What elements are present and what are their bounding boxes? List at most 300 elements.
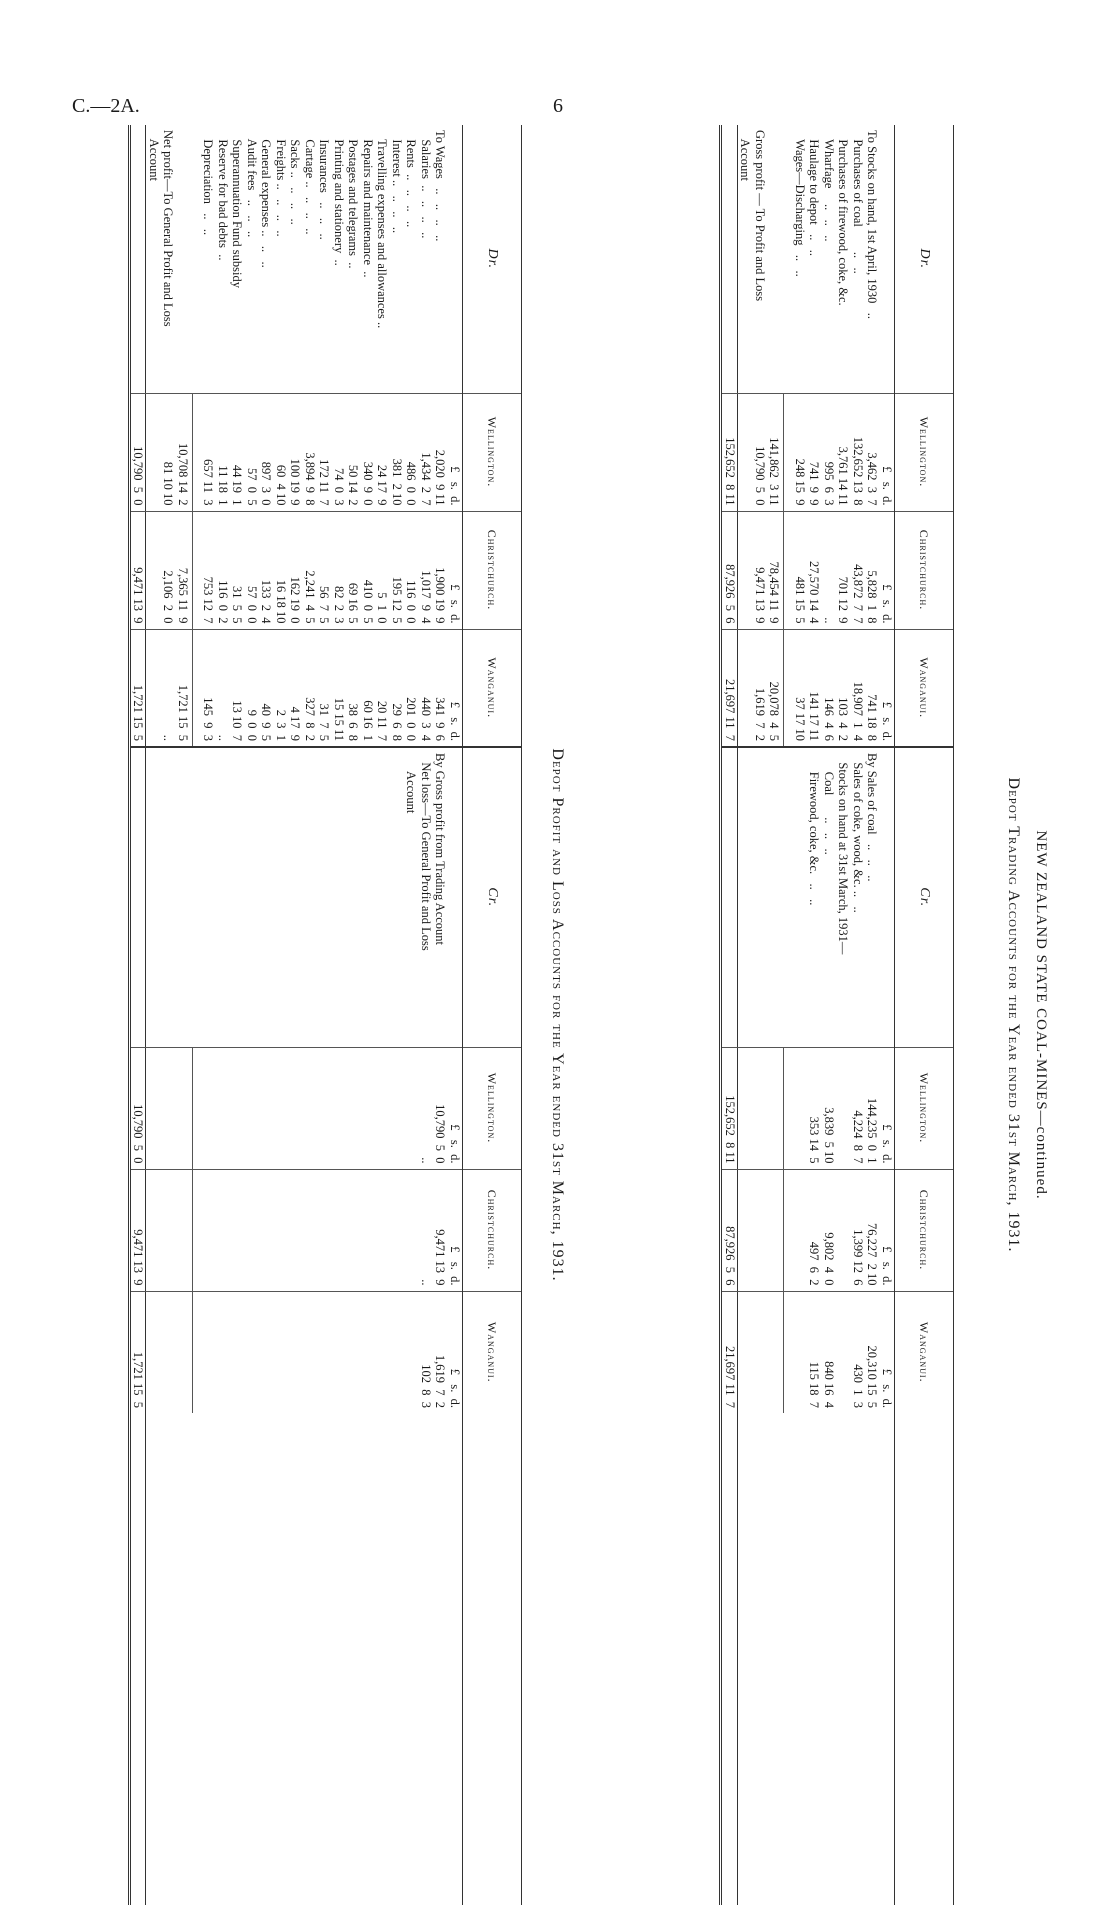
total-wanganui: 1,721 15 5	[130, 629, 147, 747]
dr-item-label: Superannuation Fund subsidy	[230, 130, 245, 288]
total-wellington: 10,790 5 0	[130, 393, 147, 511]
amount-christchurch	[288, 1169, 303, 1291]
units-label: £ s. d.	[448, 1047, 463, 1169]
amount-wanganui: 40 9 5	[259, 629, 274, 747]
amount-wanganui	[317, 1291, 332, 1413]
amount-wanganui: ..	[161, 629, 176, 747]
amount-christchurch: 1,399 12 6	[851, 1169, 866, 1291]
blank-cell	[767, 747, 784, 1047]
table-row	[317, 125, 332, 1905]
table-row	[390, 125, 405, 1905]
amount-wellington: 657 11 3	[201, 393, 216, 511]
table-row	[753, 125, 768, 1905]
units-label: £ s. d.	[448, 1169, 463, 1291]
amount-christchurch	[784, 511, 793, 629]
units-label: £ s. d.	[448, 629, 463, 747]
amount-wellington: 4,224 8 7	[851, 1047, 866, 1169]
table-row	[836, 125, 851, 1905]
amount-wellington	[259, 1047, 274, 1169]
dr-item-label: Interest .. .. .. ..	[390, 130, 404, 234]
amount-wellington	[753, 1047, 768, 1169]
amount-christchurch	[259, 1169, 274, 1291]
amount-wanganui	[361, 1291, 376, 1413]
amount-christchurch	[216, 1169, 231, 1291]
amount-wanganui	[793, 1291, 808, 1413]
col-header-wanganui: Wanganui.	[895, 629, 954, 747]
amount-wellington	[404, 1047, 419, 1169]
blank-cell	[375, 747, 390, 1047]
blank-cell	[216, 1413, 231, 1905]
amount-christchurch: 1,900 19 9	[433, 511, 448, 629]
amount-wanganui	[784, 629, 793, 747]
blank-cell	[375, 1413, 390, 1905]
blank-cell	[216, 747, 231, 1047]
cr-item-label: Account	[404, 747, 419, 1047]
amount-christchurch	[361, 1169, 376, 1291]
cr-header: Cr.	[895, 747, 954, 1047]
amount-christchurch	[146, 511, 161, 629]
amount-wellington: 50 14 2	[346, 393, 361, 511]
amount-wellington: 741 9 9	[807, 393, 822, 511]
amount-wellington	[361, 1047, 376, 1169]
amount-wellington	[201, 1047, 216, 1169]
blank-cell	[836, 1413, 851, 1905]
amount-wellington	[146, 1047, 161, 1169]
amount-christchurch: 76,227 2 10	[865, 1169, 880, 1291]
amount-wellington: 44 19 1	[230, 393, 245, 511]
units-label: £ s. d.	[880, 1169, 895, 1291]
blank-cell	[851, 1413, 866, 1905]
blank-cell	[259, 747, 274, 1047]
table-row	[419, 125, 434, 1905]
amount-wanganui	[201, 1291, 216, 1413]
dr-item-label: Salaries .. .. .. ..	[419, 130, 433, 239]
col-header-wellington: Wellington.	[895, 1047, 954, 1169]
trading-account-table	[720, 125, 955, 1905]
amount-christchurch	[390, 1169, 405, 1291]
table-row	[176, 125, 193, 1905]
dr-item-label: Account	[147, 130, 161, 182]
dr-item-label: To Wages .. .. .. ..	[433, 130, 448, 242]
amount-wanganui: 20 11 7	[375, 629, 390, 747]
amount-wellington: 486 0 0	[404, 393, 419, 511]
dr-item-label: Sacks .. .. .. ..	[288, 130, 303, 225]
amount-christchurch	[317, 1169, 332, 1291]
table-row	[851, 125, 866, 1905]
blank-cell	[880, 1413, 895, 1905]
blank-cell	[303, 1413, 318, 1905]
table-row	[404, 125, 419, 1905]
dr-item-label: Net profit—To General Profit and Loss	[161, 130, 176, 327]
table-row	[767, 125, 784, 1905]
blank-cell	[784, 1413, 793, 1905]
amount-wellington	[784, 393, 793, 511]
blank-cell	[130, 1413, 147, 1905]
blank-cell	[317, 1413, 332, 1905]
units-row	[880, 125, 895, 1905]
trading-title: Depot Trading Accounts for the Year ended 31st March, 1931.	[1005, 777, 1022, 1253]
amount-wellington: 11 18 1	[216, 393, 231, 511]
amount-christchurch: 5,828 1 8	[865, 511, 880, 629]
amount-christchurch	[738, 1169, 753, 1291]
amount-christchurch: 9,471 13 9	[433, 1169, 448, 1291]
amount-christchurch	[784, 1169, 793, 1291]
dr-item-label: Cartage .. .. .. ..	[303, 130, 317, 235]
amount-wellington	[836, 1047, 851, 1169]
blank-cell	[433, 1413, 448, 1905]
table-row	[201, 125, 216, 1905]
amount-christchurch: 162 19 0	[288, 511, 303, 629]
blank-cell	[822, 1413, 837, 1905]
table-row	[375, 125, 390, 1905]
dr-item-label: Travelling expenses and allowances ..	[375, 130, 390, 329]
amount-christchurch	[836, 1169, 851, 1291]
blank-cell	[245, 1413, 260, 1905]
amount-wanganui	[193, 1291, 202, 1413]
amount-wellington	[230, 1047, 245, 1169]
totals-row	[721, 125, 738, 1905]
amount-wellington: 141,862 3 11	[767, 393, 784, 511]
amount-wanganui: 146 4 6	[822, 629, 837, 747]
amount-wanganui: 20,310 15 5	[865, 1291, 880, 1413]
blank-cell	[793, 1413, 808, 1905]
blank-cell	[193, 1413, 202, 1905]
amount-wellington	[274, 1047, 289, 1169]
amount-wanganui: 327 8 2	[303, 629, 318, 747]
amount-wellington: 995 6 3	[822, 393, 837, 511]
units-label: £ s. d.	[880, 629, 895, 747]
blank-cell	[390, 747, 405, 1047]
table-row	[738, 125, 753, 1905]
amount-wanganui	[767, 1291, 784, 1413]
blank-cell	[288, 747, 303, 1047]
total-wanganui: 21,697 11 7	[721, 1291, 738, 1413]
amount-wanganui	[738, 629, 753, 747]
table-row	[332, 125, 347, 1905]
cr-item-label: Firewood, coke, &c. .. ..	[807, 747, 822, 1047]
table-row	[230, 125, 245, 1905]
amount-wanganui	[303, 1291, 318, 1413]
table-row	[784, 125, 793, 1905]
total-wellington: 10,790 5 0	[130, 1047, 147, 1169]
blank-cell	[161, 747, 176, 1047]
blank-cell	[865, 1413, 880, 1905]
dr-item-label: Account	[738, 130, 753, 182]
table-row	[346, 125, 361, 1905]
amount-wanganui: 141 17 11	[807, 629, 822, 747]
amount-christchurch: 5 1 0	[375, 511, 390, 629]
amount-wanganui: 341 9 6	[433, 629, 448, 747]
amount-christchurch: 16 18 10	[274, 511, 289, 629]
page-code: C.—2A.	[72, 95, 140, 117]
blank-cell	[245, 747, 260, 1047]
amount-wellington: 100 19 9	[288, 393, 303, 511]
col-header-wanganui: Wanganui.	[895, 1291, 954, 1413]
amount-wellington	[346, 1047, 361, 1169]
blank-cell	[176, 747, 193, 1047]
cr-item-label: Net loss—To General Profit and Loss	[419, 747, 434, 1047]
blank-cell	[332, 1413, 347, 1905]
amount-wanganui	[404, 1291, 419, 1413]
amount-wellington: 3,839 5 10	[822, 1047, 837, 1169]
amount-christchurch: 753 12 7	[201, 511, 216, 629]
blank-cell	[230, 1413, 245, 1905]
amount-christchurch	[161, 1169, 176, 1291]
total-wellington: 152,652 8 11	[721, 1047, 738, 1169]
blank-cell	[230, 747, 245, 1047]
blank-cell	[130, 125, 147, 393]
amount-christchurch	[193, 1169, 202, 1291]
amount-wellington: 24 17 9	[375, 393, 390, 511]
amount-wanganui: 440 3 4	[419, 629, 434, 747]
table-row	[259, 125, 274, 1905]
amount-wanganui: 102 8 3	[419, 1291, 434, 1413]
amount-wellington: 353 14 5	[807, 1047, 822, 1169]
blank-cell	[419, 1413, 434, 1905]
cr-item-label: By Gross profit from Trading Account	[433, 747, 448, 1047]
amount-christchurch: 2,241 4 5	[303, 511, 318, 629]
dr-item-label: Gross profit — To Profit and Loss	[753, 130, 767, 302]
amount-christchurch: 78,454 11 9	[767, 511, 784, 629]
amount-wanganui	[161, 1291, 176, 1413]
total-christchurch: 9,471 13 9	[130, 1169, 147, 1291]
cr-item-label: Coal .. .. ..	[822, 747, 837, 1047]
dr-item-label: Depreciation .. ..	[201, 130, 216, 236]
amount-christchurch: 7,365 11 9	[176, 511, 193, 629]
amount-wanganui	[259, 1291, 274, 1413]
amount-wellington	[332, 1047, 347, 1169]
blank-cell	[448, 1413, 463, 1905]
amount-wellington: 897 3 0	[259, 393, 274, 511]
amount-wellington: 3,761 14 11	[836, 393, 851, 511]
dr-item-label: Insurances .. .. ..	[317, 130, 332, 240]
amount-wellington	[784, 1047, 793, 1169]
amount-wanganui: ..	[216, 629, 231, 747]
blank-cell	[201, 747, 216, 1047]
amount-wanganui: 1,721 15 5	[176, 629, 193, 747]
amount-wellington	[161, 1047, 176, 1169]
blank-cell	[346, 747, 361, 1047]
blank-cell	[404, 1413, 419, 1905]
amount-wanganui: 18,907 1 4	[851, 629, 866, 747]
amount-christchurch: 195 12 5	[390, 511, 405, 629]
blank-cell	[784, 125, 793, 393]
amount-wanganui	[738, 1291, 753, 1413]
dr-item-label: Reserve for bad debts ..	[216, 130, 230, 261]
table-row	[793, 125, 808, 1905]
amount-christchurch: 2,106 2 0	[161, 511, 176, 629]
amount-christchurch: 69 16 5	[346, 511, 361, 629]
pl-title: Depot Profit and Loss Accounts for the Year ended 31st March, 1931.	[549, 748, 566, 1282]
amount-christchurch: 701 12 9	[836, 511, 851, 629]
blank-cell	[332, 747, 347, 1047]
amount-wellington: 3,462 3 7	[865, 393, 880, 511]
amount-wanganui	[375, 1291, 390, 1413]
amount-wellington	[767, 1047, 784, 1169]
amount-wanganui: 741 18 8	[865, 629, 880, 747]
blank-cell	[793, 747, 808, 1047]
blank-cell	[259, 1413, 274, 1905]
amount-wellington: 172 11 7	[317, 393, 332, 511]
blank-cell	[193, 125, 202, 393]
blank-cell	[274, 1413, 289, 1905]
blank-cell	[346, 1413, 361, 1905]
amount-wanganui: 20,078 4 5	[767, 629, 784, 747]
amount-christchurch	[274, 1169, 289, 1291]
blank-cell	[146, 747, 161, 1047]
col-header-wellington: Wellington.	[463, 393, 522, 511]
col-header-wanganui: Wanganui.	[463, 629, 522, 747]
blank-cell	[201, 1413, 216, 1905]
amount-wellington: 3,894 9 8	[303, 393, 318, 511]
amount-wellington	[738, 1047, 753, 1169]
total-wellington: 152,652 8 11	[721, 393, 738, 511]
amount-christchurch: 9,802 4 0	[822, 1169, 837, 1291]
col-header-wellington: Wellington.	[463, 1047, 522, 1169]
table-row	[146, 125, 161, 1905]
blank-cell	[317, 747, 332, 1047]
amount-wanganui	[346, 1291, 361, 1413]
blank-cell	[721, 747, 738, 1047]
dr-item-label: General expenses .. .. ..	[259, 130, 274, 268]
amount-wellington: 81 10 10	[161, 393, 176, 511]
trading-title-block	[959, 125, 1049, 1905]
table-row	[193, 125, 202, 1905]
amount-wanganui	[288, 1291, 303, 1413]
amount-wanganui: 37 17 10	[793, 629, 808, 747]
dr-item-label: Wages—Discharging .. ..	[793, 130, 807, 277]
amount-wellington: 60 4 10	[274, 393, 289, 511]
dr-item-label: Postages and telegrams ..	[346, 130, 361, 269]
amount-wanganui	[836, 1291, 851, 1413]
dr-item-label: Purchases of firewood, coke, &c.	[836, 130, 851, 306]
dr-header: Dr.	[463, 125, 522, 393]
amount-christchurch	[245, 1169, 260, 1291]
total-christchurch: 87,926 5 6	[721, 511, 738, 629]
table-row	[161, 125, 176, 1905]
amount-christchurch: 31 5 5	[230, 511, 245, 629]
amount-wanganui: 2 3 1	[274, 629, 289, 747]
table-row	[216, 125, 231, 1905]
amount-wanganui	[245, 1291, 260, 1413]
amount-wellington: 74 0 3	[332, 393, 347, 511]
amount-wellington	[375, 1047, 390, 1169]
blank-cell	[753, 1413, 768, 1905]
col-header-christchurch: Christchurch.	[895, 511, 954, 629]
table-row	[865, 125, 880, 1905]
amount-christchurch	[753, 1169, 768, 1291]
amount-wanganui: 9 0 0	[245, 629, 260, 747]
dr-item-label: Purchases of coal .. ..	[851, 130, 865, 274]
amount-wellington	[303, 1047, 318, 1169]
amount-wellington: 340 9 0	[361, 393, 376, 511]
amount-wanganui: 13 10 7	[230, 629, 245, 747]
amount-wanganui	[216, 1291, 231, 1413]
amount-christchurch	[404, 1169, 419, 1291]
amount-wanganui	[146, 629, 161, 747]
amount-christchurch: 82 2 3	[332, 511, 347, 629]
blank-cell	[738, 747, 753, 1047]
amount-wellington	[317, 1047, 332, 1169]
total-christchurch: 87,926 5 6	[721, 1169, 738, 1291]
cr-item-label: Sales of coke, wood, &c. .. ..	[851, 747, 866, 1047]
amount-wanganui: 840 16 4	[822, 1291, 837, 1413]
amount-wanganui	[176, 1291, 193, 1413]
blank-cell	[193, 747, 202, 1047]
amount-christchurch	[201, 1169, 216, 1291]
units-label: £ s. d.	[448, 1291, 463, 1413]
amount-wellington: 57 0 5	[245, 393, 260, 511]
amount-christchurch: 497 6 2	[807, 1169, 822, 1291]
blank-cell	[721, 125, 738, 393]
profit-loss-table	[128, 125, 522, 1905]
cr-item-label: By Sales of coal .. .. ..	[865, 747, 880, 1047]
amount-wanganui: 29 6 8	[390, 629, 405, 747]
amount-christchurch: 116 0 0	[404, 511, 419, 629]
amount-wellington	[390, 1047, 405, 1169]
amount-christchurch	[793, 1169, 808, 1291]
blank-cell	[390, 1413, 405, 1905]
units-label: £ s. d.	[880, 511, 895, 629]
amount-wanganui	[390, 1291, 405, 1413]
amount-wanganui	[332, 1291, 347, 1413]
blank-cell	[130, 747, 147, 1047]
amount-christchurch: 1,017 9 4	[419, 511, 434, 629]
amount-christchurch: ..	[419, 1169, 434, 1291]
amount-wellington: 144,235 0 1	[865, 1047, 880, 1169]
amount-christchurch: 410 0 5	[361, 511, 376, 629]
table-row	[361, 125, 376, 1905]
blank-cell	[303, 747, 318, 1047]
dr-item-label: Printing and stationery ..	[332, 130, 346, 266]
document-title: NEW ZEALAND STATE COAL-MINES—continued.	[1033, 830, 1049, 1200]
amount-wellington	[176, 1047, 193, 1169]
dr-header: Dr.	[895, 125, 954, 393]
amount-christchurch: 27,570 14 4	[807, 511, 822, 629]
amount-christchurch	[193, 511, 202, 629]
table-row	[245, 125, 260, 1905]
amount-christchurch: 481 15 5	[793, 511, 808, 629]
amount-wanganui: 15 15 11	[332, 629, 347, 747]
col-header-wellington: Wellington.	[895, 393, 954, 511]
col-header-christchurch: Christchurch.	[463, 511, 522, 629]
amount-christchurch	[303, 1169, 318, 1291]
blank-cell	[807, 1413, 822, 1905]
amount-wellington: 10,790 5 0	[433, 1047, 448, 1169]
amount-wellington: 248 15 9	[793, 393, 808, 511]
amount-wanganui: 60 16 1	[361, 629, 376, 747]
amount-wanganui	[230, 1291, 245, 1413]
blank-cell	[161, 1413, 176, 1905]
blank-cell	[767, 1413, 784, 1905]
amount-wellington: 2,020 9 11	[433, 393, 448, 511]
amount-wanganui: 38 6 8	[346, 629, 361, 747]
amount-wellington	[193, 1047, 202, 1169]
blank-cell	[288, 1413, 303, 1905]
amount-christchurch	[767, 1169, 784, 1291]
blank-cell	[274, 747, 289, 1047]
col-header-christchurch: Christchurch.	[895, 1169, 954, 1291]
table-row	[274, 125, 289, 1905]
amount-wanganui	[193, 629, 202, 747]
total-christchurch: 9,471 13 9	[130, 511, 147, 629]
amount-wanganui	[274, 1291, 289, 1413]
table-row	[433, 125, 448, 1905]
units-label: £ s. d.	[880, 1047, 895, 1169]
table-row	[822, 125, 837, 1905]
amount-wanganui: 4 17 9	[288, 629, 303, 747]
amount-wanganui: 103 4 2	[836, 629, 851, 747]
